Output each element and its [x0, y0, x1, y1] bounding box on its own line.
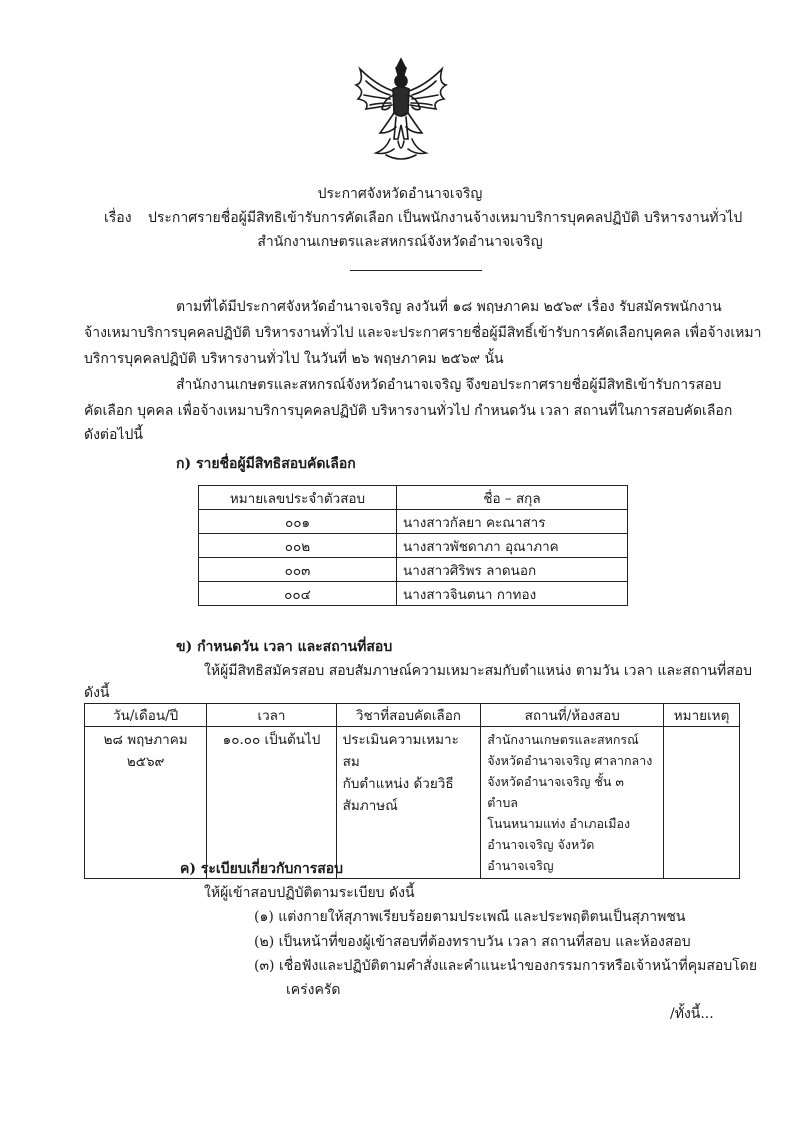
candidate-table-header: [199, 486, 628, 510]
exam-subject-line-2: กับตำแหน่ง ด้วยวิธี: [342, 776, 454, 792]
column-header-id: หมายเลขประจำตัวสอบ: [199, 486, 397, 510]
paragraph-1-line-3: บริการบุคคลปฏิบัติ บริหารงานทั่วไป ในวันที่ ๒๖ พฤษภาคม ๒๕๖๙ นั้น: [84, 351, 504, 367]
rule-1: (๑) แต่งกายให้สุภาพเรียบร้อยตามประเพณี และประพฤติตนเป็นสุภาพชน: [254, 909, 686, 925]
exam-place-line-1: สำนักงานเกษตรและสหกรณ์: [487, 732, 639, 747]
candidate-name: นางสาวศิริพร ลาดนอก: [397, 558, 628, 582]
exam-date-line-2: ๒๕๖๙: [126, 754, 165, 770]
table-row: [199, 558, 628, 582]
section-b-intro-line-1: ให้ผู้มีสิทธิสมัครสอบ สอบสัมภาษณ์ความเหมาะสมกับตำแหน่ง ตามวัน เวลา และสถานที่สอบ: [204, 663, 753, 679]
rule-3-line-1: (๓) เชื่อฟังและปฏิบัติตามคำสั่งและคำแนะนำของกรรมการหรือเจ้าหน้าที่คุมสอบโดย: [254, 958, 758, 974]
rule-3-line-2: เคร่งครัด: [286, 982, 341, 998]
exam-subject: [336, 727, 481, 879]
subject-line-2: สำนักงานเกษตรและสหกรณ์จังหวัดอำนาจเจริญ: [257, 234, 543, 250]
schedule-table: [84, 703, 740, 879]
table-row: [199, 582, 628, 606]
column-header-time: เวลา: [207, 704, 336, 727]
candidate-id: ๐๐๓: [199, 558, 397, 582]
table-row: [199, 534, 628, 558]
exam-time: ๑๐.๐๐ เป็นต้นไป: [207, 727, 336, 879]
continued-marker: /ทั้งนี้...: [670, 1006, 714, 1022]
announcement-title: ประกาศจังหวัดอำนาจเจริญ: [317, 186, 483, 202]
subject-line-1: ประกาศรายชื่อผู้มีสิทธิเข้ารับการคัดเลือก เป็นพนักงานจ้างเหมาบริการบุคคลปฏิบัติ บริหารงานทั่วไป: [148, 210, 743, 226]
exam-date: [85, 727, 207, 879]
schedule-table-header: [85, 704, 740, 727]
paragraph-2-line-2: คัดเลือก บุคคล เพื่อจ้างเหมาบริการบุคคลปฏิบัติ บริหารงานทั่วไป กำหนดวัน เวลา สถานที่ในการสอบคัดเลือก: [84, 403, 733, 419]
paragraph-1-line-2: จ้างเหมาบริการบุคคลปฏิบัติ บริหารงานทั่วไป และจะประกาศรายชื่อผู้มีสิทธิ์เข้ารับการคัดเลือกบุคคล เพื่อจ้างเหมา: [84, 325, 762, 341]
exam-place-line-5: อำนาจเจริญ จังหวัดอำนาจเจริญ: [487, 837, 595, 873]
section-c-heading: ค) ระเบียบเกี่ยวกับการสอบ: [180, 861, 344, 877]
exam-place-line-3: จังหวัดอำนาจเจริญ ชั้น ๓ ตำบล: [487, 774, 624, 810]
section-a-heading: ก) รายชื่อผู้มีสิทธิสอบคัดเลือก: [176, 456, 356, 472]
rule-2: (๒) เป็นหน้าที่ของผู้เข้าสอบที่ต้องทราบวัน เวลา สถานที่สอบ และห้องสอบ: [254, 934, 691, 950]
exam-place-line-2: จังหวัดอำนาจเจริญ ศาลากลาง: [487, 753, 653, 768]
paragraph-2-line-3: ดังต่อไปนี้: [84, 427, 143, 443]
header-divider: [350, 270, 482, 271]
section-b-heading: ข) กำหนดวัน เวลา และสถานที่สอบ: [176, 639, 393, 655]
column-header-place: สถานที่/ห้องสอบ: [481, 704, 664, 727]
candidate-name: นางสาวพัชดาภา อุณาภาค: [397, 534, 628, 558]
paragraph-2-line-1: สำนักงานเกษตรและสหกรณ์จังหวัดอำนาจเจริญ จึงขอประกาศรายชื่อผู้มีสิทธิเข้ารับการสอบ: [176, 377, 722, 393]
exam-place-line-4: โนนหนามแท่ง อำเภอเมือง: [487, 816, 631, 831]
table-row: [199, 510, 628, 534]
candidate-id: ๐๐๔: [199, 582, 397, 606]
column-header-date: วัน/เดือน/ปี: [85, 704, 207, 727]
candidate-id: ๐๐๑: [199, 510, 397, 534]
table-row: [85, 727, 740, 879]
section-c-intro: ให้ผู้เข้าสอบปฏิบัติตามระเบียบ ดังนี้: [204, 885, 415, 901]
section-b-intro-line-2: ดังนี้: [84, 685, 110, 701]
candidate-name: นางสาวกัลยา คะณาสาร: [397, 510, 628, 534]
exam-place: [481, 727, 664, 879]
column-header-note: หมายเหตุ: [664, 704, 740, 727]
subject-label: เรื่อง: [104, 210, 132, 226]
exam-date-line-1: ๒๘ พฤษภาคม: [103, 732, 188, 748]
candidate-id: ๐๐๒: [199, 534, 397, 558]
exam-note: [664, 727, 740, 879]
exam-subject-line-1: ประเมินความเหมาะสม: [342, 732, 459, 770]
column-header-name: ชื่อ – สกุล: [397, 486, 628, 510]
column-header-subject: วิชาที่สอบคัดเลือก: [336, 704, 481, 727]
garuda-emblem-icon: [346, 55, 456, 165]
candidate-table: [198, 485, 628, 606]
exam-subject-line-3: สัมภาษณ์: [342, 798, 398, 814]
candidate-name: นางสาวจินตนา กาทอง: [397, 582, 628, 606]
paragraph-1-line-1: ตามที่ได้มีประกาศจังหวัดอำนาจเจริญ ลงวันที่ ๑๘ พฤษภาคม ๒๕๖๙ เรื่อง รับสมัครพนักงาน: [176, 299, 722, 315]
